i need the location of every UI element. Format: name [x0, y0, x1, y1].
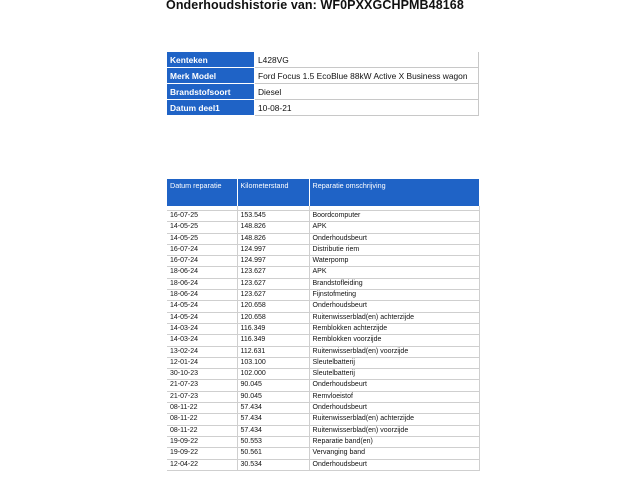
- cell-mileage: 50.553: [237, 436, 309, 447]
- table-row: [167, 312, 479, 323]
- cell-description: Ruitenwisserblad(en) voorzijde: [309, 346, 479, 357]
- cell-mileage: 123.627: [237, 278, 309, 289]
- cell-description: Fijnstofmeting: [309, 290, 479, 301]
- cell-date: 16-07-24: [167, 244, 237, 255]
- cell-date: 21-07-23: [167, 391, 237, 402]
- table-row: [167, 301, 479, 312]
- cell-date: 12-04-22: [167, 459, 237, 470]
- cell-mileage: 123.627: [237, 290, 309, 301]
- table-row: [167, 278, 479, 289]
- column-header-date: Datum reparatie: [167, 179, 237, 206]
- cell-date: 14-05-25: [167, 222, 237, 233]
- column-header-mileage: Kilometerstand: [237, 179, 309, 206]
- table-row: [167, 403, 479, 414]
- cell-description: Onderhoudsbeurt: [309, 403, 479, 414]
- cell-mileage: 124.997: [237, 244, 309, 255]
- cell-mileage: 30.534: [237, 459, 309, 470]
- cell-date: 14-03-24: [167, 335, 237, 346]
- cell-mileage: 57.434: [237, 425, 309, 436]
- cell-description: Vervanging band: [309, 448, 479, 459]
- cell-date: 08-11-22: [167, 414, 237, 425]
- cell-mileage: 50.561: [237, 448, 309, 459]
- cell-mileage: 116.349: [237, 323, 309, 334]
- cell-description: Ruitenwisserblad(en) voorzijde: [309, 425, 479, 436]
- table-row: [167, 323, 479, 334]
- cell-mileage: 90.045: [237, 380, 309, 391]
- cell-mileage: 102.000: [237, 369, 309, 380]
- table-row: [167, 267, 479, 278]
- cell-description: Sleutelbatterij: [309, 357, 479, 368]
- cell-description: Boordcomputer: [309, 211, 479, 222]
- cell-description: Waterpomp: [309, 256, 479, 267]
- cell-description: Brandstofleiding: [309, 278, 479, 289]
- cell-date: 19-09-22: [167, 448, 237, 459]
- vehicle-info-row: [167, 52, 479, 68]
- table-row: [167, 380, 479, 391]
- cell-description: Onderhoudsbeurt: [309, 301, 479, 312]
- cell-date: 12-01-24: [167, 357, 237, 368]
- cell-date: 14-05-24: [167, 312, 237, 323]
- vehicle-info-row: [167, 68, 479, 84]
- cell-description: Ruitenwisserblad(en) achterzijde: [309, 414, 479, 425]
- cell-mileage: 124.997: [237, 256, 309, 267]
- table-row: [167, 357, 479, 368]
- cell-mileage: 120.658: [237, 301, 309, 312]
- vehicle-info-row: [167, 84, 479, 100]
- table-row: [167, 448, 479, 459]
- cell-mileage: 120.658: [237, 312, 309, 323]
- cell-description: APK: [309, 222, 479, 233]
- cell-mileage: 148.826: [237, 222, 309, 233]
- maintenance-history-table: [167, 179, 480, 471]
- table-header-row: [167, 179, 479, 206]
- table-row: [167, 369, 479, 380]
- cell-date: 16-07-24: [167, 256, 237, 267]
- cell-description: Distributie riem: [309, 244, 479, 255]
- cell-date: 21-07-23: [167, 380, 237, 391]
- cell-description: Ruitenwisserblad(en) achterzijde: [309, 312, 479, 323]
- table-row: [167, 222, 479, 233]
- table-row: [167, 244, 479, 255]
- vehicle-info-label: Kenteken: [167, 52, 255, 68]
- cell-description: Remblokken voorzijde: [309, 335, 479, 346]
- vehicle-info-label: Datum deel1: [167, 100, 255, 116]
- table-row: [167, 211, 479, 222]
- cell-mileage: 57.434: [237, 414, 309, 425]
- vehicle-info-value: Diesel: [255, 84, 479, 100]
- vehicle-info-value: Ford Focus 1.5 EcoBlue 88kW Active X Business wagon: [255, 68, 479, 84]
- table-row: [167, 414, 479, 425]
- page-title: Onderhoudshistorie van: WF0PXXGCHPMB48168: [166, 0, 464, 12]
- cell-description: Sleutelbatterij: [309, 369, 479, 380]
- cell-date: 08-11-22: [167, 403, 237, 414]
- cell-date: 14-05-25: [167, 233, 237, 244]
- cell-date: 13-02-24: [167, 346, 237, 357]
- column-header-description: Reparatie omschrijving: [309, 179, 479, 206]
- cell-description: Remblokken achterzijde: [309, 323, 479, 334]
- cell-date: 18-06-24: [167, 278, 237, 289]
- table-row: [167, 335, 479, 346]
- cell-date: 30-10-23: [167, 369, 237, 380]
- cell-description: Reparatie band(en): [309, 436, 479, 447]
- cell-mileage: 116.349: [237, 335, 309, 346]
- cell-description: APK: [309, 267, 479, 278]
- cell-mileage: 153.545: [237, 211, 309, 222]
- cell-mileage: 123.627: [237, 267, 309, 278]
- vehicle-info-value: L428VG: [255, 52, 479, 68]
- vehicle-info-table: [167, 52, 479, 116]
- cell-mileage: 148.826: [237, 233, 309, 244]
- table-row: [167, 233, 479, 244]
- table-row: [167, 459, 479, 470]
- cell-date: 18-06-24: [167, 267, 237, 278]
- table-row: [167, 425, 479, 436]
- vehicle-info-row: [167, 100, 479, 116]
- cell-mileage: 57.434: [237, 403, 309, 414]
- vehicle-info-label: Brandstofsoort: [167, 84, 255, 100]
- cell-date: 16-07-25: [167, 211, 237, 222]
- cell-description: Onderhoudsbeurt: [309, 233, 479, 244]
- cell-mileage: 112.631: [237, 346, 309, 357]
- cell-date: 08-11-22: [167, 425, 237, 436]
- cell-date: 14-03-24: [167, 323, 237, 334]
- cell-date: 14-05-24: [167, 301, 237, 312]
- cell-description: Onderhoudsbeurt: [309, 459, 479, 470]
- vehicle-info-value: 10-08-21: [255, 100, 479, 116]
- table-row: [167, 391, 479, 402]
- vehicle-info-label: Merk Model: [167, 68, 255, 84]
- cell-date: 19-09-22: [167, 436, 237, 447]
- cell-description: Remvloeistof: [309, 391, 479, 402]
- table-row: [167, 256, 479, 267]
- table-row: [167, 346, 479, 357]
- cell-date: 18-06-24: [167, 290, 237, 301]
- table-row: [167, 436, 479, 447]
- cell-mileage: 90.045: [237, 391, 309, 402]
- table-row: [167, 290, 479, 301]
- cell-description: Onderhoudsbeurt: [309, 380, 479, 391]
- cell-mileage: 103.100: [237, 357, 309, 368]
